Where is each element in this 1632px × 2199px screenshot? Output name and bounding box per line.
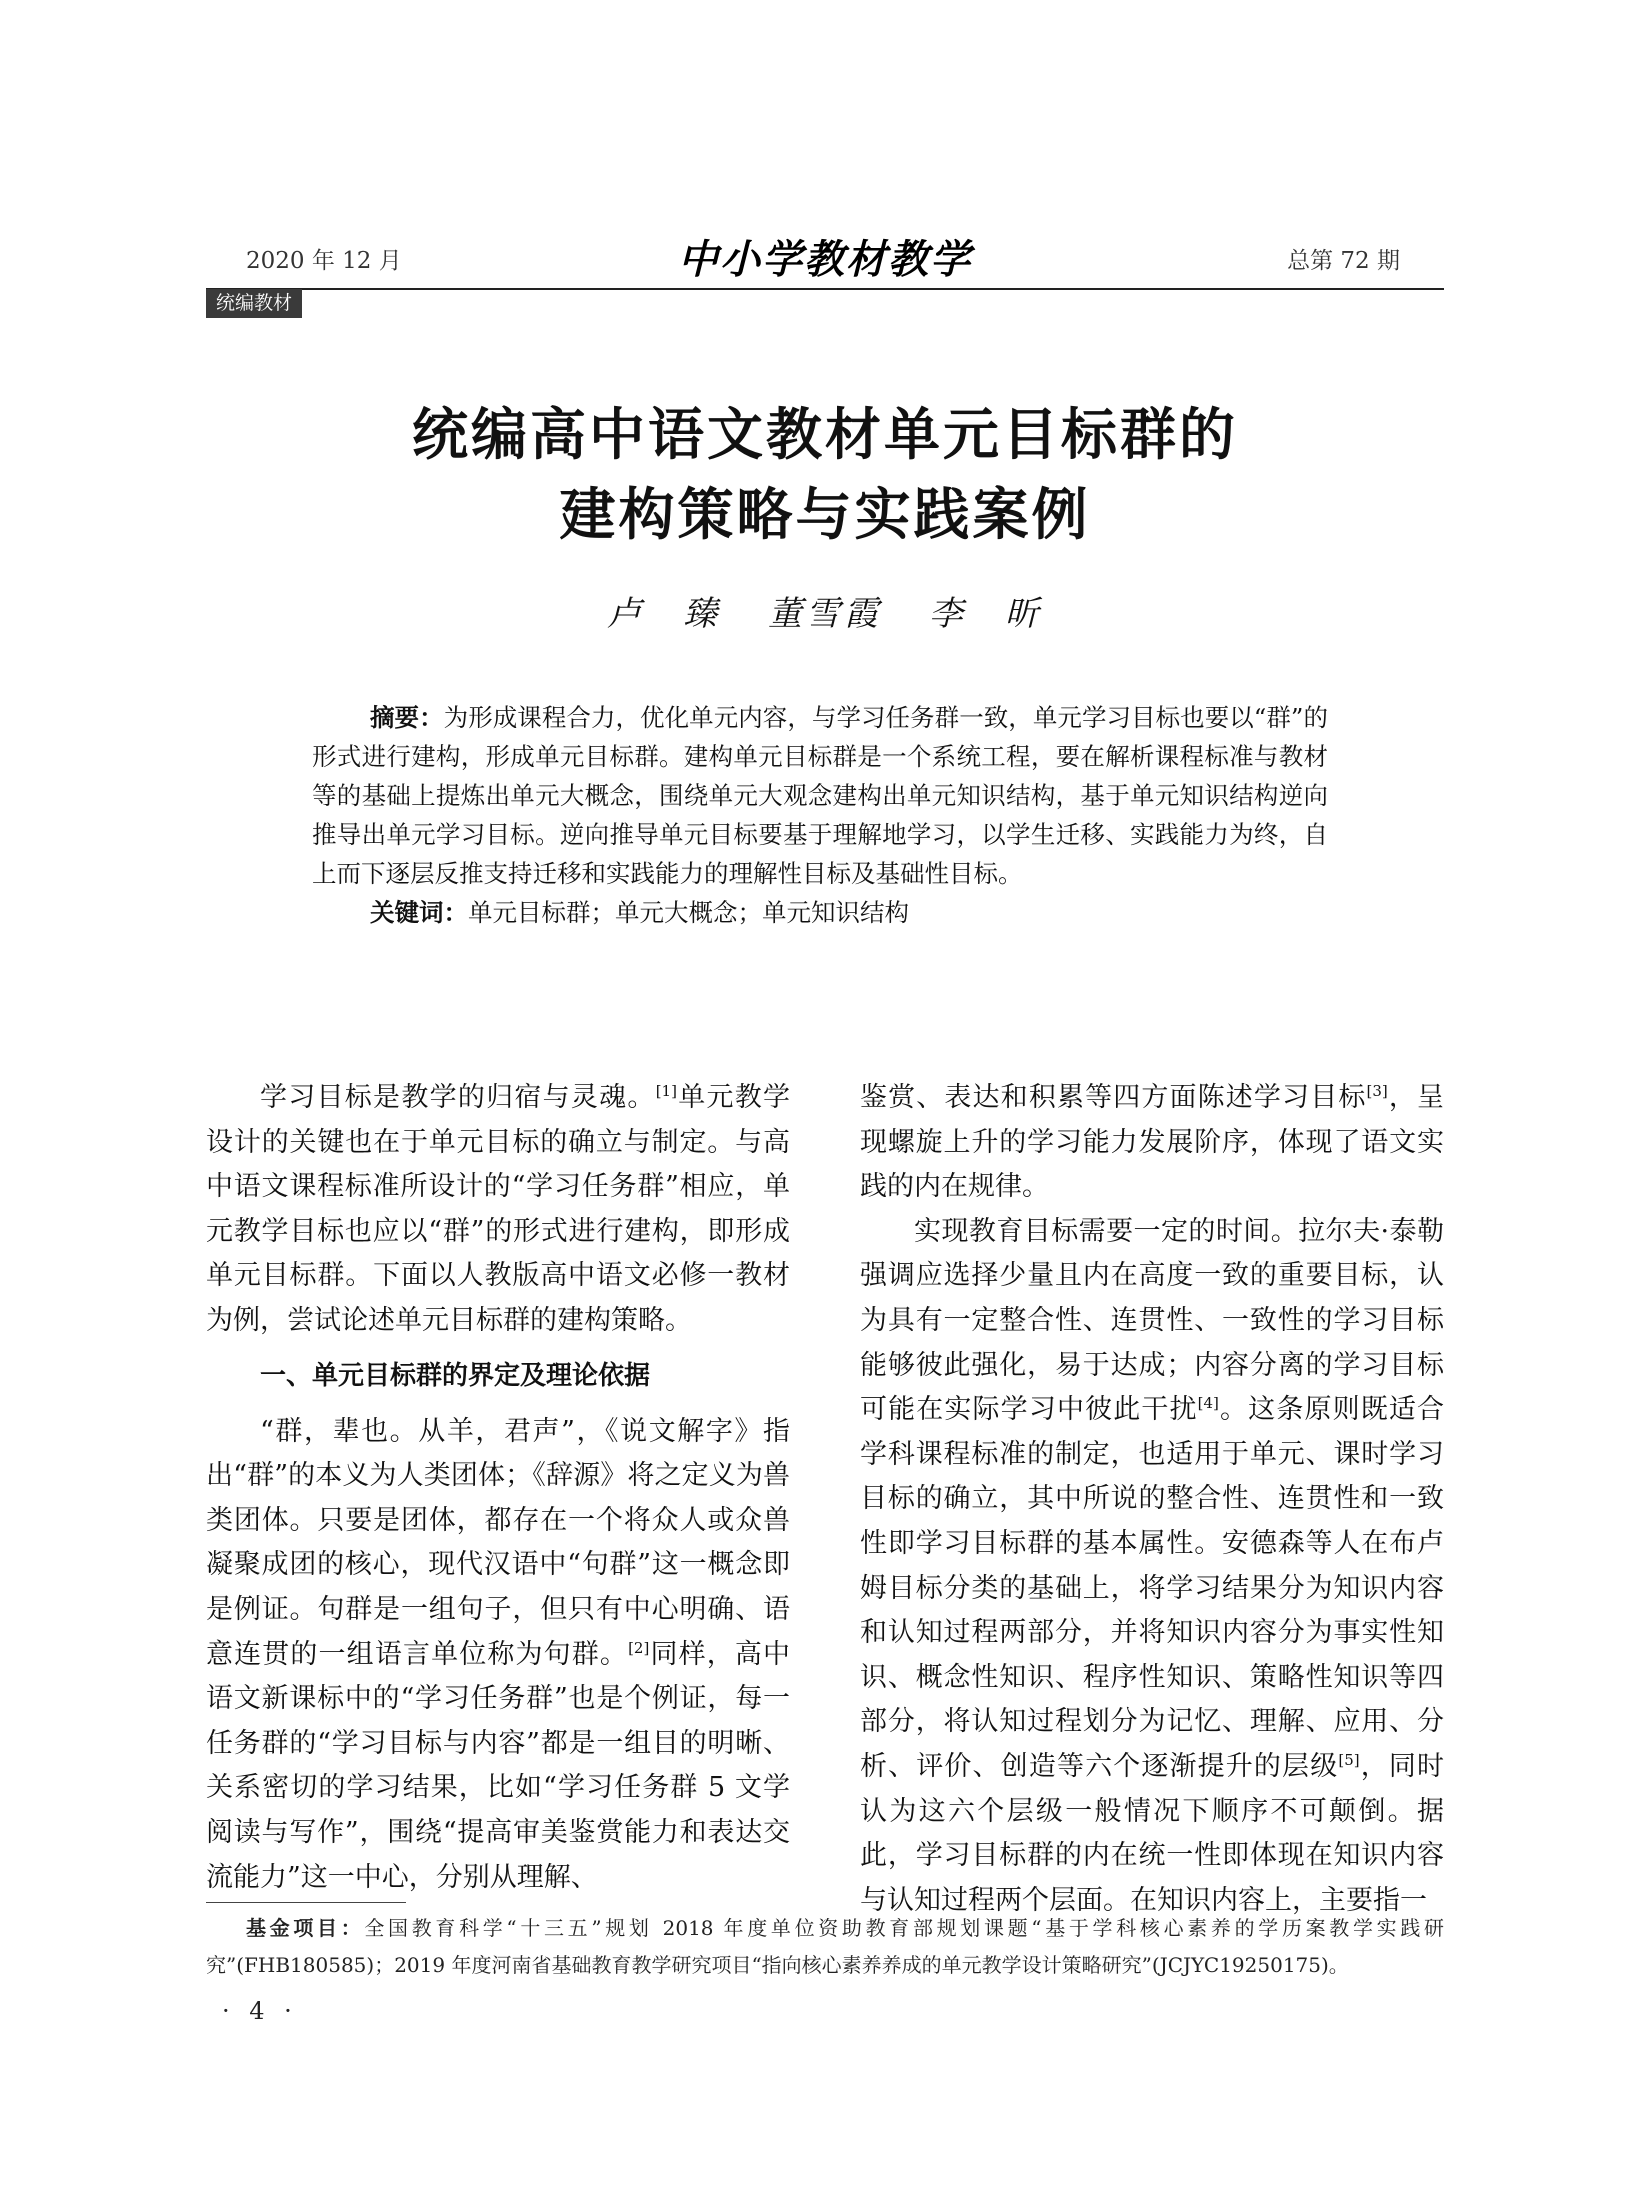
article-title — [206, 396, 1444, 556]
abstract-text: 为形成课程合力，优化单元内容，与学习任务群一致，单元学习目标也要以“群”的形式进行建构，形成单元目标群。建构单元目标群是一个系统工程，要在解析课程标准与教材等的基础上提炼出单元大概念，围绕单元大观念建构出单元知识结构，基于单元知识结构逆向推导出单元学习目标。逆向推导单元目标要基于理解地学习，以学生迁移、实践能力为终，自上而下逐层反推支持迁移和实践能力的理解性目标及基础性目标。 — [312, 703, 1329, 888]
author-2: 董雪霞 — [768, 594, 882, 634]
page-number: · 4 · — [222, 1997, 298, 2025]
body-paragraph — [860, 1076, 1444, 1210]
keywords-label: 关键词： — [370, 898, 468, 927]
body-paragraph — [206, 1076, 790, 1344]
keywords-text: 单元目标群；单元大概念；单元知识结构 — [468, 898, 909, 927]
body-text: 单元教学设计的关键也在于单元目标的确立与制定。与高中语文课程标准所设计的“学习任务群”相应，单元教学目标也应以“群”的形式进行建构，即形成单元目标群。下面以人教版高中语文必修一教材为例，尝试论述单元目标群的建构策略。 — [206, 1082, 791, 1336]
body-text: 实现教育目标需要一定的时间。拉尔夫·泰勒强调应选择少量且内在高度一致的重要目标，认为具有一定整合性、连贯性、一致性的学习目标能够彼此强化，易于达成；内容分离的学习目标可能在实际学习中彼此干扰 — [860, 1215, 1444, 1426]
journal-name: 中小学教材教学 — [678, 236, 972, 283]
body-column-right — [860, 1076, 1444, 1923]
body-text: 同样，高中语文新课标中的“学习任务群”也是个例证，每一任务群的“学习目标与内容”都是一组目的明晰、关系密切的学习结果，比如“学习任务群 5 文学阅读与写作”，围绕“提高审美鉴赏能力和表达交流能力”这一中心，分别从理解、 — [206, 1638, 790, 1893]
body-paragraph — [206, 1410, 790, 1901]
citation-ref: [3] — [1366, 1082, 1388, 1100]
body-text: ，呈现螺旋上升的学习能力发展阶序，体现了语文实践的内在规律。 — [860, 1082, 1445, 1203]
body-text: 鉴赏、表达和积累等四方面陈述学习目标 — [860, 1082, 1367, 1113]
citation-ref: [5] — [1338, 1750, 1360, 1769]
body-text: 。这条原则既适合学科课程标准的制定，也适用于单元、课时学习目标的确立，其中所说的整合性、连贯性和一致性即学习目标群的基本属性。安德森等人在布卢姆目标分类的基础上，将学习结果分为知识内容和认知过程两部分，并将知识内容分为事实性知识、概念性知识、程序性知识、策略性知识等四部分，将认知过程划分为记忆、理解、应用、分析、评价、创造等六个逐渐提升的层级 — [860, 1394, 1445, 1782]
keywords-paragraph — [312, 893, 1328, 932]
footnote-label: 基金项目： — [246, 1916, 365, 1940]
body-text: 学习目标是教学的归宿与灵魂。 — [260, 1082, 656, 1113]
funding-footnote — [206, 1910, 1444, 1984]
abstract — [312, 698, 1328, 932]
page-header — [206, 232, 1444, 292]
citation-ref: [2] — [628, 1638, 650, 1657]
section-heading: 一、单元目标群的界定及理论依据 — [260, 1360, 651, 1391]
footnote-rule — [206, 1902, 406, 1903]
body-text: ，同时认为这六个层级一般情况下顺序不可颠倒。据此，学习目标群的内在统一性即体现在知识内容与认知过程两个层面。在知识内容上，主要指一 — [860, 1750, 1445, 1916]
header-rule — [206, 288, 1444, 290]
abstract-paragraph — [312, 698, 1328, 893]
body-paragraph — [860, 1210, 1444, 1924]
footnote-text: 全国教育科学“十三五”规划 2018 年度单位资助教育部规划课题“基于学科核心素养的学历案教学实践研究”(FHB180585)；2019 年度河南省基础教育教学研究项目“指向核心素养养成的单元教学设计策略研究”(JCJYC19250175)。 — [206, 1916, 1444, 1977]
body-text: “群，辈也。从羊，君声”，《说文解字》指出“群”的本义为人类团体；《辞源》将之定义为兽类团体。只要是团体，都存在一个将众人或众兽凝聚成团的核心，现代汉语中“句群”这一概念即是例证。句群是一组句子，但只有中心明确、语意连贯的一组语言单位称为句群。 — [206, 1415, 790, 1670]
issue-date: 2020 年 12 月 — [246, 248, 402, 274]
title-line-1: 统编高中语文教材单元目标群的 — [412, 403, 1238, 468]
issue-number: 总第 72 期 — [1287, 248, 1400, 274]
abstract-label: 摘要： — [370, 703, 444, 732]
citation-ref: [4] — [1197, 1394, 1219, 1413]
author-list — [206, 586, 1444, 635]
section-tag: 统编教材 — [206, 289, 302, 318]
title-line-2: 建构策略与实践案例 — [559, 483, 1091, 548]
author-3: 李 昕 — [928, 594, 1043, 634]
citation-ref: [1] — [655, 1082, 677, 1100]
author-1: 卢 臻 — [607, 594, 722, 634]
body-column-left — [206, 1076, 790, 1900]
